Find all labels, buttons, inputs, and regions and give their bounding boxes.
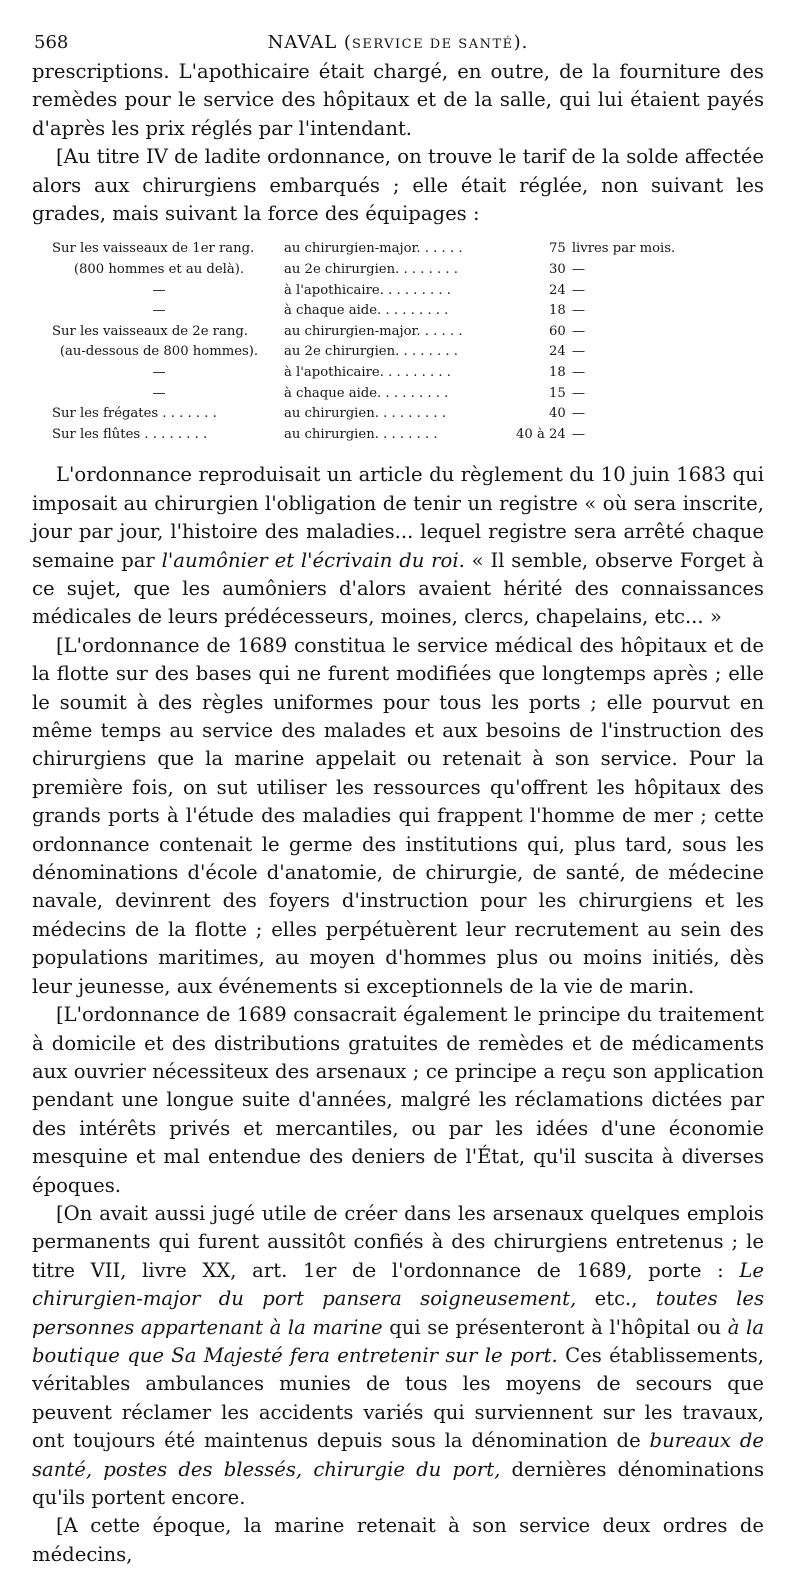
row-label: — [152,385,166,401]
paragraph-6: [On avait aussi jugé utile de créer dans les arsenaux quelques emplois permanents qui furent aussitôt confiés à des chirurgiens entretenus ; le titre VII, livre XX, art. 1er de l'ordonnance de 1689, porte : Le chirurgien-major du port pansera soigneusement, etc., toutes les personnes appartenant à la marine qui se présenteront à l'hôpital ou à la boutique que Sa Majesté fera entretenir sur le port. Ces établissements, véritables ambulances munies de tous les moyens de secours que peuvent réclamer les accidents variés qui surviennent sur les travaux, ont toujours été maintenus depuis sous la dénomination de bureaux de santé, postes des blessés, chirurgie du port, dernières dénominations qu'ils portent encore. [32,1201,765,1509]
table-row [52,342,682,363]
row-unit: — [571,406,585,422]
row-amount: 75 [549,241,566,257]
row-label: Sur les frégates . . . . . . . [52,406,217,422]
row-amount: 24 [549,282,566,298]
row-label: (800 hommes et au delà). [73,262,245,278]
row-unit: — [571,385,585,401]
row-label: Sur les vaisseaux de 2e rang. [52,323,248,339]
row-role: à l'apothicaire. . . . . . . . . [284,365,451,380]
row-label: Sur les vaisseaux de 1er rang. [52,241,255,257]
row-role: à l'apothicaire. . . . . . . . . [284,282,451,298]
row-label: — [152,282,166,298]
row-role: au chirurgien. . . . . . . . [284,426,438,442]
row-amount: 24 [549,344,566,360]
row-amount: 40 [549,406,566,422]
row-amount: 18 [549,365,566,380]
row-unit: livres par mois. [571,241,676,257]
row-unit: — [571,323,585,339]
paragraph-7: [A cette époque, la marine retenait à son service deux ordres de médecins, [32,1514,764,1566]
row-role: à chaque aide. . . . . . . . . [284,303,449,319]
table-row [52,425,682,446]
table-row [52,301,682,322]
row-role: au chirurgien. . . . . . . . . [284,406,446,422]
paragraph-4: [L'ordonnance de 1689 constitua le service médical des hôpitaux et de la flotte sur des bases qui ne furent modifiées que longtemps après ; elle le soumit à des règles uniformes pour tous les ports ; elle pourvut en même temps au service des malades et aux besoins de l'instruction des chirurgiens que la marine appelait ou retenait à son service. Pour la première fois, on sut utiliser les ressources qu'offrent les hôpitaux des grands ports à l'étude des maladies qui frappent l'homme de mer ; cette ordonnance contenait le germe des institutions qui, plus tard, sous les dénominations d'école d'anatomie, de chirurgie, de santé, de médecine navale, devinrent des foyers d'instruction pour les chirurgiens et les médecins de la flotte ; elles perpétuèrent leur recrutement au sein des populations maritimes, au moyen d'hommes plus ou moins initiés, dès leur jeunesse, aux événements si exceptionnels de la vie de marin. [32,633,764,998]
paragraph-3: L'ordonnance reproduisait un article du règlement du 10 juin 1683 qui imposait au chirurgien l'obligation de tenir un registre « où sera inscrite, jour par jour, l'histoire des maladies... lequel registre sera arrêté chaque semaine par l'aumônier et l'écrivain du roi. « Il semble, observe Forget à ce sujet, que les aumôniers d'alors avaient hérité des connaissances médicales de leurs prédécesseurs, moines, clercs, chapelains, etc... » [32,463,764,629]
paragraph-2: [Au titre IV de ladite ordonnance, on trouve le tarif de la solde affectée alors aux chirurgiens embarqués ; elle était réglée, non suivant les grades, mais suivant la force des équipages : [32,145,764,226]
row-role: au chirurgien-major. . . . . . [284,241,463,257]
row-unit: — [571,262,585,278]
row-amount: 30 [549,262,566,278]
row-role: au 2e chirurgien. . . . . . . . [284,262,458,278]
running-title: NAVAL (SERVICE DE SANTÉ). [267,32,529,53]
running-header [32,28,764,58]
table-row [52,384,682,405]
row-unit: — [571,365,585,380]
paragraph-5: [L'ordonnance de 1689 consacrait également le principe du traitement à domicile et des distributions gratuites de remèdes et de médicaments aux ouvrier nécessiteux des arsenaux ; ce principe a reçu son application pendant une longue suite d'années, malgré les réclamations dictées par des intérêts privés et mercantiles, ou par les idées d'une économie mesquine et mal entendue des deniers de l'État, qu'il suscita à diverses époques. [32,1003,764,1197]
row-label: Sur les flûtes . . . . . . . . [52,426,208,442]
table-row [52,322,682,343]
row-amount: 18 [549,303,566,319]
table-row [52,363,682,384]
table-row [52,260,682,281]
row-amount: 40 à 24 [516,426,566,442]
row-label: — [152,365,166,380]
salary-table [52,239,764,445]
paragraph-1: prescriptions. L'apothicaire était chargé, en outre, de la fourniture des remèdes pour le service des hôpitaux et de la salle, qui lui étaient payés d'après les prix réglés par l'intendant. [32,60,764,140]
row-unit: — [571,426,585,442]
row-unit: — [571,303,585,319]
table-row [52,281,682,302]
row-role: au 2e chirurgien. . . . . . . . [284,344,458,360]
row-unit: — [571,282,585,298]
page-number: 568 [34,32,69,53]
row-label: — [152,303,166,319]
row-amount: 60 [549,323,566,339]
row-role: à chaque aide. . . . . . . . . [284,385,449,401]
table-row [52,239,682,260]
row-label: (au-dessous de 800 hommes). [59,344,259,360]
row-amount: 15 [549,385,566,401]
row-unit: — [571,344,585,360]
row-role: au chirurgien-major. . . . . . [284,323,463,339]
document-page [32,28,764,1569]
table-row [52,404,682,425]
